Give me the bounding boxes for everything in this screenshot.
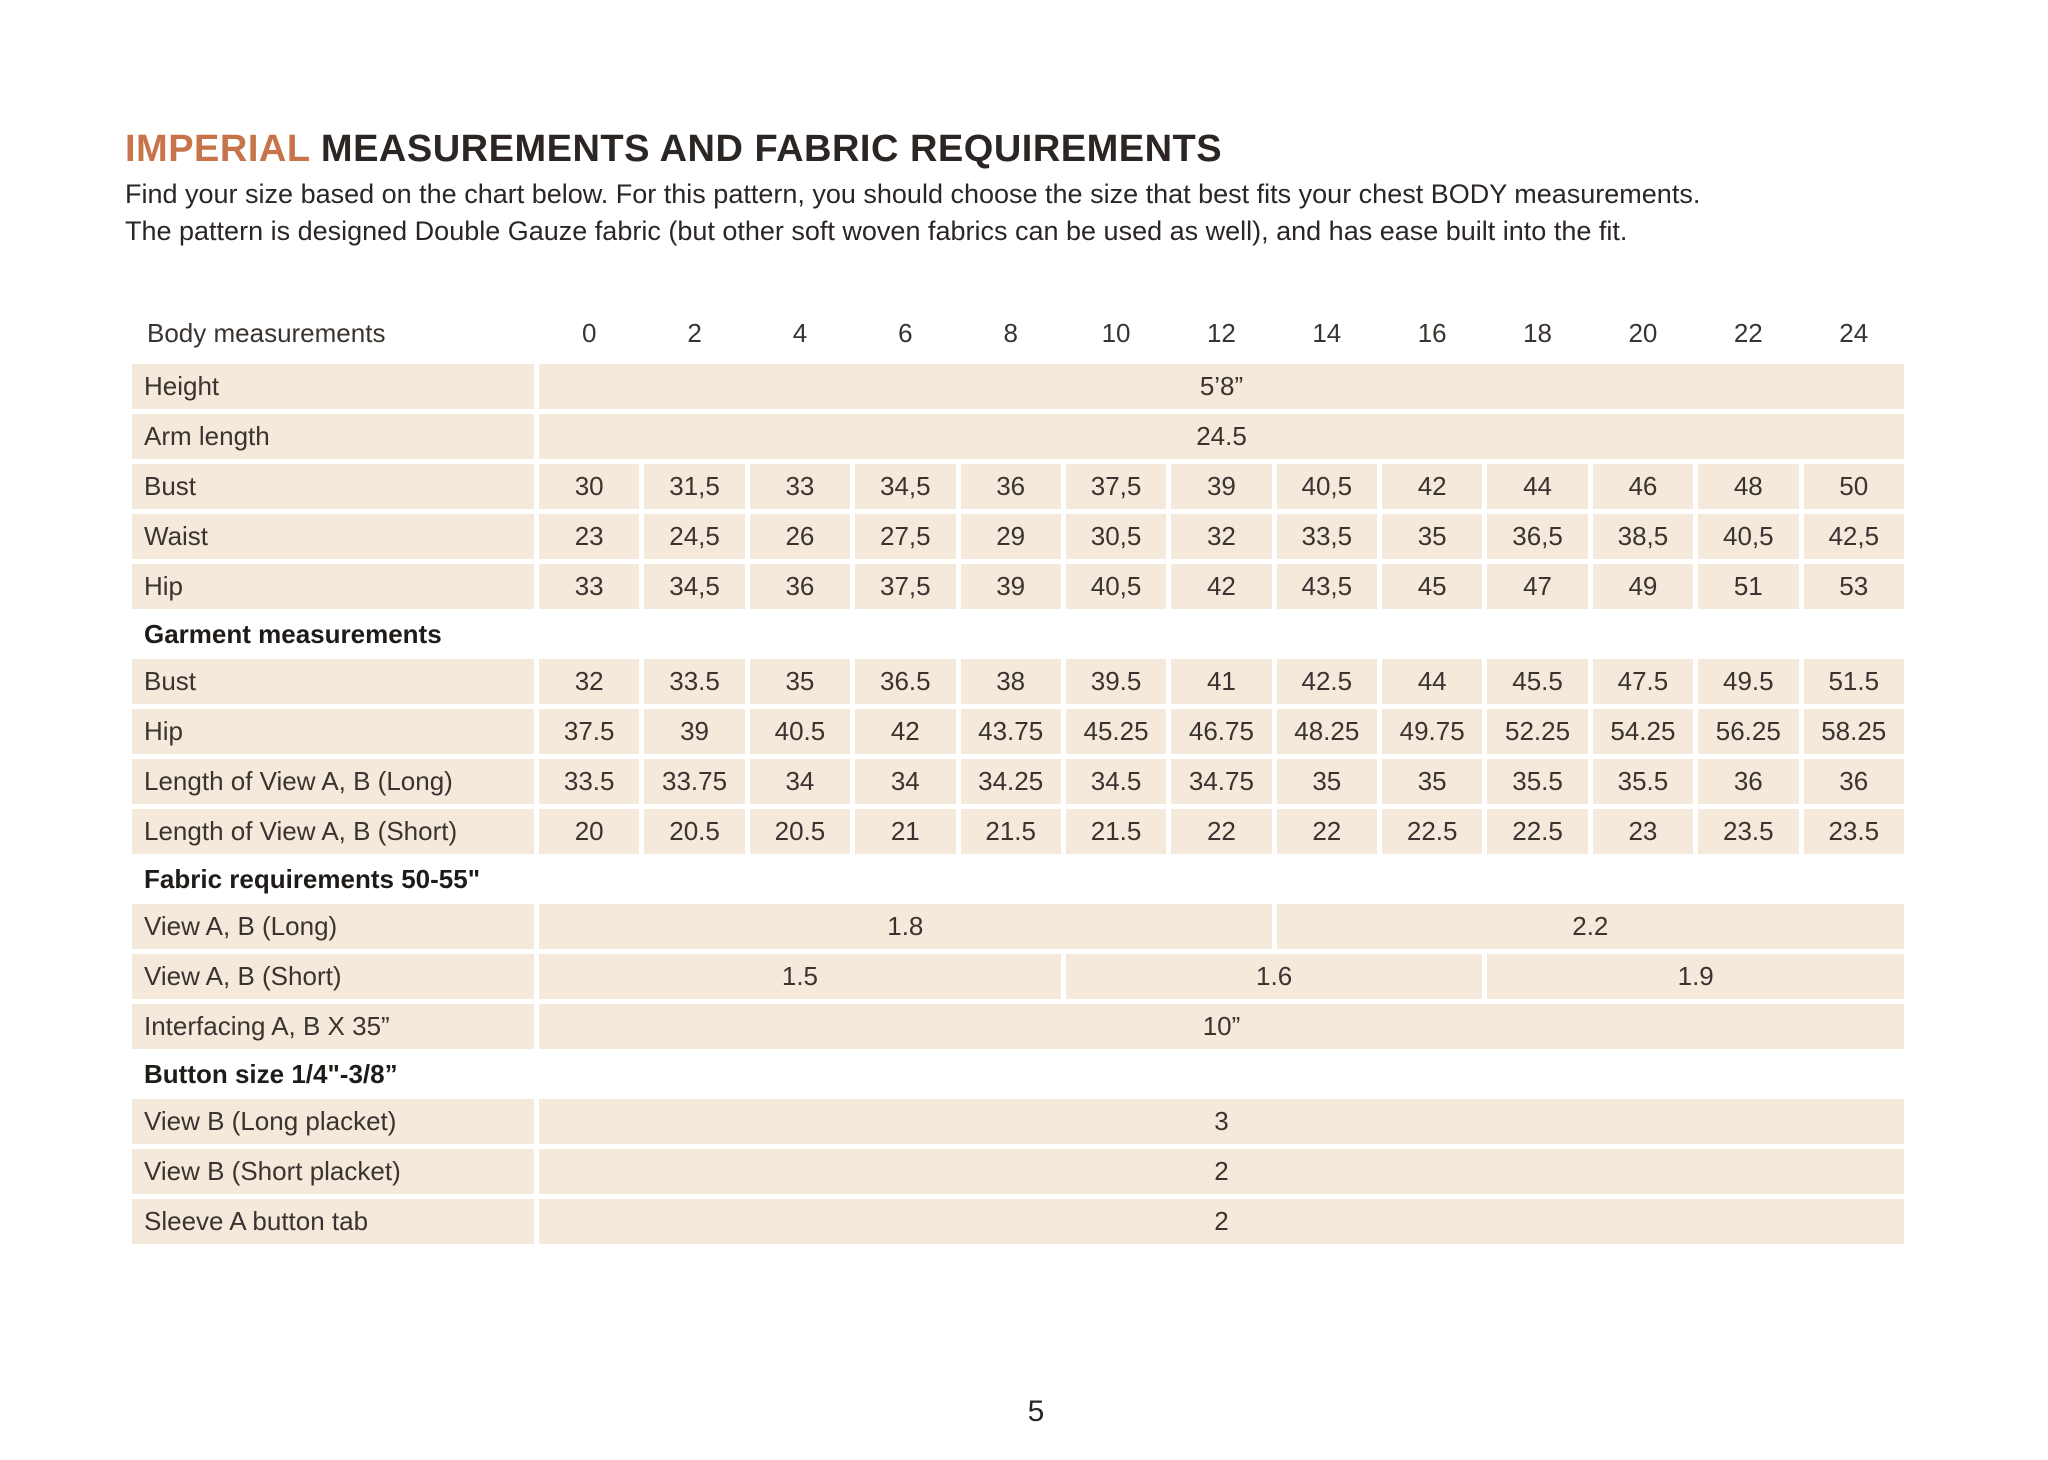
section-row [132,859,1904,899]
table-row [132,954,1904,999]
table-cell: 37.5 [539,709,639,754]
table-cell: 2 [539,1149,1904,1194]
table-cell: 21.5 [1066,809,1166,854]
table-cell: 34,5 [644,564,744,609]
table-cell: 33.5 [539,759,639,804]
table-row [132,1099,1904,1144]
row-label: Height [132,364,534,409]
table-cell: 38 [961,659,1061,704]
table-cell: 36.5 [855,659,955,704]
size-header: 8 [1003,317,1018,348]
size-header: 10 [1101,317,1131,348]
table-cell: 33,5 [1277,514,1377,559]
table-cell: 35.5 [1593,759,1693,804]
table-cell: 30 [539,464,639,509]
table-cell: 47 [1487,564,1587,609]
table-cell: 54.25 [1593,709,1693,754]
table-cell: 34 [750,759,850,804]
table-cell: 24.5 [539,414,1904,459]
table-row [132,464,1904,509]
table-cell: 37,5 [855,564,955,609]
table-cell: 35 [1277,759,1377,804]
section-row [132,614,1904,654]
table-cell: 35 [1382,759,1482,804]
table-cell: 2 [539,1199,1904,1244]
section-row [132,1054,1904,1094]
size-header: 0 [581,317,597,348]
table-cell: 5’8” [539,364,1904,409]
table-cell: 49 [1593,564,1693,609]
table-cell: 48.25 [1277,709,1377,754]
table-cell: 32 [1171,514,1271,559]
table-row [132,364,1904,409]
row-label: Interfacing A, B X 35” [132,1004,534,1049]
page-number: 5 [1027,1395,1045,1428]
table-cell: 33.75 [644,759,744,804]
table-cell: 34.5 [1066,759,1166,804]
table-cell: 36 [961,464,1061,509]
size-header: 16 [1417,317,1447,348]
size-header: 6 [898,317,913,348]
row-label: Sleeve A button tab [132,1199,534,1244]
page-title [125,128,1222,171]
table-cell: 24,5 [644,514,744,559]
table-cell: 40,5 [1066,564,1166,609]
table-cell: 29 [961,514,1061,559]
table-cell: 38,5 [1593,514,1693,559]
row-label: Hip [132,564,534,609]
size-chart-table [127,302,1909,1249]
table-cell: 20 [539,809,639,854]
intro-line: The pattern is designed Double Gauze fabric (but other soft woven fabrics can be used as well), and has ease built into the fit. [125,216,1628,246]
table-cell: 32 [539,659,639,704]
table-row [132,1199,1904,1244]
table-cell: 23 [1593,809,1693,854]
table-cell: 26 [750,514,850,559]
table-cell: 42 [855,709,955,754]
table-row [132,759,1904,804]
table-cell: 44 [1382,659,1482,704]
table-cell: 21.5 [961,809,1061,854]
table-cell: 1.6 [1066,954,1483,999]
table-cell: 35 [1382,514,1482,559]
size-header: 18 [1523,317,1553,348]
row-label: View B (Long placket) [132,1099,534,1144]
table-row [132,659,1904,704]
table-cell: 42,5 [1804,514,1905,559]
table-cell: 52.25 [1487,709,1587,754]
table-cell: 39 [1171,464,1271,509]
table-cell: 1.5 [539,954,1061,999]
table-cell: 30,5 [1066,514,1166,559]
table-cell: 2.2 [1277,904,1904,949]
table-cell: 42 [1171,564,1271,609]
table-cell: 20.5 [644,809,744,854]
table-cell: 46 [1593,464,1693,509]
table-cell: 36,5 [1487,514,1587,559]
table-cell: 22 [1277,809,1377,854]
title-rest: MEASUREMENTS AND FABRIC REQUIREMENTS [309,128,1223,170]
table-cell: 45 [1382,564,1482,609]
size-header: 12 [1206,317,1236,348]
table-cell: 37,5 [1066,464,1166,509]
table-cell: 40,5 [1698,514,1798,559]
table-cell: 31,5 [644,464,744,509]
table-cell: 43,5 [1277,564,1377,609]
table-cell: 49.75 [1382,709,1482,754]
table-cell: 46.75 [1171,709,1271,754]
table-cell: 45.5 [1487,659,1587,704]
table-cell: 23.5 [1698,809,1798,854]
table-cell: 33 [750,464,850,509]
size-header-row [132,307,1904,359]
table-cell: 34.75 [1171,759,1271,804]
table-cell: 53 [1804,564,1905,609]
section-heading: Button size 1/4"-3/8” [144,1058,398,1089]
row-label: View A, B (Short) [132,954,534,999]
size-header: 2 [687,317,702,348]
table-cell: 39 [961,564,1061,609]
table-cell: 36 [1698,759,1798,804]
table-cell: 50 [1804,464,1905,509]
title-accent: IMPERIAL [125,128,310,170]
row-label: View B (Short placket) [132,1149,534,1194]
row-label: Length of View A, B (Long) [132,759,534,804]
table-cell: 34 [855,759,955,804]
table-cell: 49.5 [1698,659,1798,704]
table-cell: 51.5 [1804,659,1905,704]
section-heading: Fabric requirements 50-55" [144,863,481,894]
table-row [132,1004,1904,1049]
row-label: View A, B (Long) [132,904,534,949]
row-label: Hip [132,709,534,754]
size-header: 20 [1628,317,1658,348]
table-row [132,414,1904,459]
table-cell: 47.5 [1593,659,1693,704]
table-cell: 34,5 [855,464,955,509]
table-cell: 39 [644,709,744,754]
table-cell: 39.5 [1066,659,1166,704]
table-cell: 33.5 [644,659,744,704]
table-cell: 27,5 [855,514,955,559]
table-cell: 35.5 [1487,759,1587,804]
table-cell: 48 [1698,464,1798,509]
table-cell: 36 [750,564,850,609]
table-cell: 42 [1382,464,1482,509]
table-cell: 22.5 [1487,809,1587,854]
intro-text [125,176,1965,250]
size-header: 14 [1312,317,1342,348]
table-cell: 43.75 [961,709,1061,754]
table-cell: 56.25 [1698,709,1798,754]
row-label: Arm length [132,414,534,459]
row-label: Bust [132,659,534,704]
table-cell: 10” [539,1004,1904,1049]
table-cell: 51 [1698,564,1798,609]
size-header: 24 [1839,317,1869,348]
table-cell: 40,5 [1277,464,1377,509]
table-cell: 22 [1171,809,1271,854]
table-cell: 22.5 [1382,809,1482,854]
table-cell: 23.5 [1804,809,1905,854]
table-cell: 20.5 [750,809,850,854]
table-cell: 40.5 [750,709,850,754]
table-row [132,514,1904,559]
size-header: 22 [1733,317,1763,348]
table-row [132,809,1904,854]
table-cell: 21 [855,809,955,854]
section-heading: Garment measurements [144,618,442,649]
table-row [132,709,1904,754]
size-header: 4 [792,317,808,348]
table-cell: 45.25 [1066,709,1166,754]
table-row [132,1149,1904,1194]
table-cell: 35 [750,659,850,704]
row-label: Waist [132,514,534,559]
table-cell: 58.25 [1804,709,1905,754]
table-cell: 42.5 [1277,659,1377,704]
table-cell: 3 [539,1099,1904,1144]
table-cell: 1.8 [539,904,1272,949]
table-cell: 23 [539,514,639,559]
table-cell: 33 [539,564,639,609]
row-label: Bust [132,464,534,509]
table-cell: 36 [1804,759,1905,804]
table-cell: 44 [1487,464,1587,509]
table-cell: 1.9 [1487,954,1904,999]
header-label: Body measurements [147,317,386,348]
intro-line: Find your size based on the chart below. For this pattern, you should choose the size that best fits your chest BODY measurements. [125,179,1701,209]
table-cell: 41 [1171,659,1271,704]
table-cell: 34.25 [961,759,1061,804]
table-row [132,564,1904,609]
row-label: Length of View A, B (Short) [132,809,534,854]
table-row [132,904,1904,949]
